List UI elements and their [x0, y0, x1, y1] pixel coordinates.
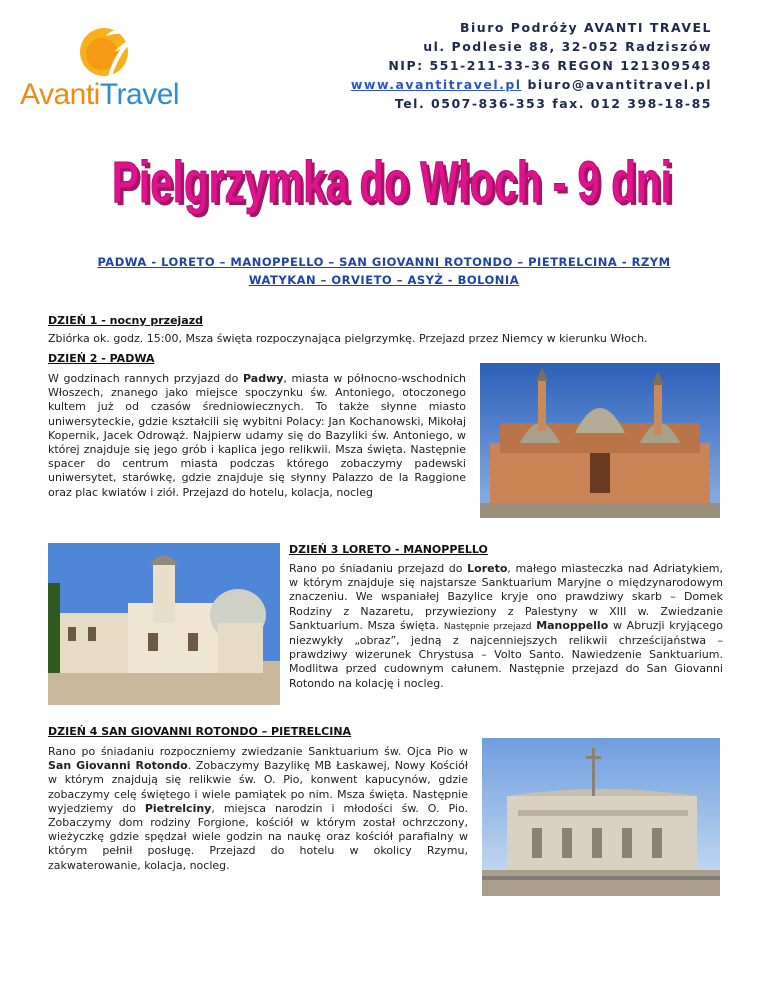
logo-word-avanti: Avanti — [20, 78, 100, 111]
route-line-1: PADWA - LORETO – MANOPPELLO – SAN GIOVANNI ROTONDO – PIETRELCINA - RZYM — [97, 255, 671, 269]
agency-web-email — [351, 75, 712, 94]
day4-text-a: Rano po śniadaniu rozpoczniemy zwiedzanie Sanktuarium św. Ojca Pio w — [48, 745, 468, 758]
day3-bold-b: Manoppello — [536, 618, 609, 632]
title-text: Pielgrzymka do Włoch - 9 dni — [112, 150, 672, 215]
day3-small: Następnie przejazd — [443, 621, 532, 632]
title-shadow: Pielgrzymka do Włoch - 9 dni — [115, 153, 675, 218]
route-line-2: WATYKAN – ORVIETO – ASYŻ - BOLONIA — [248, 273, 520, 287]
day3-text-a: Rano po śniadaniu przejazd do — [289, 562, 468, 575]
website-link[interactable]: www.avantitravel.pl — [350, 77, 522, 92]
day4-heading: DZIEŃ 4 SAN GIOVANNI ROTONDO – PIETRELCINA — [48, 725, 352, 738]
day4-text-c: , miejsca narodzin i młodości św. O. Pio. Zobaczymy dom rodziny Forgione, kościół w którym został ochrzczony, wieżyczkę gdzie spędzał wiele godzin na naukę oraz kościół parafialny w którym pełnił posługę. Przejazd do hotelu w okolicy Rzymu, zakwaterowanie, kolacja, nocleg. — [48, 801, 468, 872]
logo-word-travel: Travel — [99, 78, 180, 111]
day1-text: Zbiórka ok. godz. 15:00, Msza święta rozpoczynająca pielgrzymkę. Przejazd przez Niemcy w kierunku Włoch. — [48, 332, 648, 345]
loreto-basilica-photo — [48, 543, 280, 705]
day2-text-b: , miasta w północno-wschodnich Włoszech, znanego jako miejsce spoczynku św. Antoniego, otoczonego kultem już od czasów średniowiecznych. To także słynne miasto uniwersyteckie, gdzie kształcili się wybitni Polacy: Jan Kochanowski, Mikołaj Kopernik, Jacek Odrowąż. Najpierw udamy się do Bazyliki św. Antoniego, w której znajduje się jego grób i kaplica jego relikwii. Msza święta. Następnie spacer do centrum miasta podczas którego zobaczymy padewski uniwersytet, starówkę, gdzie znajduje się słynny Palazzo de la Raggione oraz plac kwiatów i ziół. Przejazd do hotelu, kolacja, nocleg — [48, 372, 467, 499]
day2-text — [48, 372, 466, 500]
day2-text-a: W godzinach rannych przyjazd do — [48, 372, 243, 385]
email-address: biuro@avantitravel.pl — [527, 77, 712, 92]
agency-phone-fax: Tel. 0507-836-353 fax. 012 398-18-85 — [394, 96, 712, 111]
day3-text-c: w Abruzji kryjącego niezwykły „obraz”, jedną z najcenniejszych relikwii chrześcijaństwa – prawdziwy wizerunek Chrystusa – Volto Santo. Nawiedzenie Sanktuarium. Modlitwa przed cudownym całunem. Następnie przejazd do San Giovanni Rotondo na kolację i nocleg. — [289, 618, 723, 690]
route-subtitle — [40, 253, 728, 289]
padua-basilica-photo — [480, 363, 720, 518]
day4-bold-a: San Giovanni Rotondo — [48, 759, 188, 773]
agency-name: Biuro Podróży AVANTI TRAVEL — [459, 20, 712, 35]
day3-heading: DZIEŃ 3 LORETO - MANOPPELLO — [289, 543, 488, 556]
day4-bold-b: Pietrelciny — [144, 801, 212, 815]
san-giovanni-church-photo — [482, 738, 720, 896]
day2-heading: DZIEŃ 2 - PADWA — [48, 352, 155, 365]
day4-text — [48, 745, 468, 873]
day2-bold-a: Padwy — [243, 372, 284, 385]
day3-bold-a: Loreto — [467, 562, 508, 575]
day1-heading: DZIEŃ 1 - nocny przejazd — [48, 314, 203, 327]
agency-tax-ids: NIP: 551-211-33-36 REGON 121309548 — [388, 58, 712, 73]
agency-address: ul. Podlesie 88, 32-052 Radziszów — [423, 39, 712, 54]
day3-text — [289, 562, 723, 691]
page-title — [52, 136, 732, 218]
day3-text-b: , małego miasteczka nad Adriatykiem, w którym znajduje się najstarsze Sanktuarium Maryjne o międzynarodowym znaczeniu. We wspaniałej Bazylice kryje ono prawdziwy skarb – Domek Rodziny z Nazaretu, przywieziony z Palestyny w XIII w. Zwiedzanie Sanktuarium. Msza święta. — [289, 562, 724, 632]
day4-text-b: . Zobaczymy Bazylikę MB Łaskawej, Nowy Kościół w którym znajdują się relikwie św. O. Pio, konwent kapucynów, gdzie zobaczymy celę świętego i wiele pamiątek po nim. Msza święta. Następnie wyjedziemy do — [48, 759, 468, 815]
contact-block — [351, 18, 712, 113]
logo-wordmark — [20, 78, 179, 112]
